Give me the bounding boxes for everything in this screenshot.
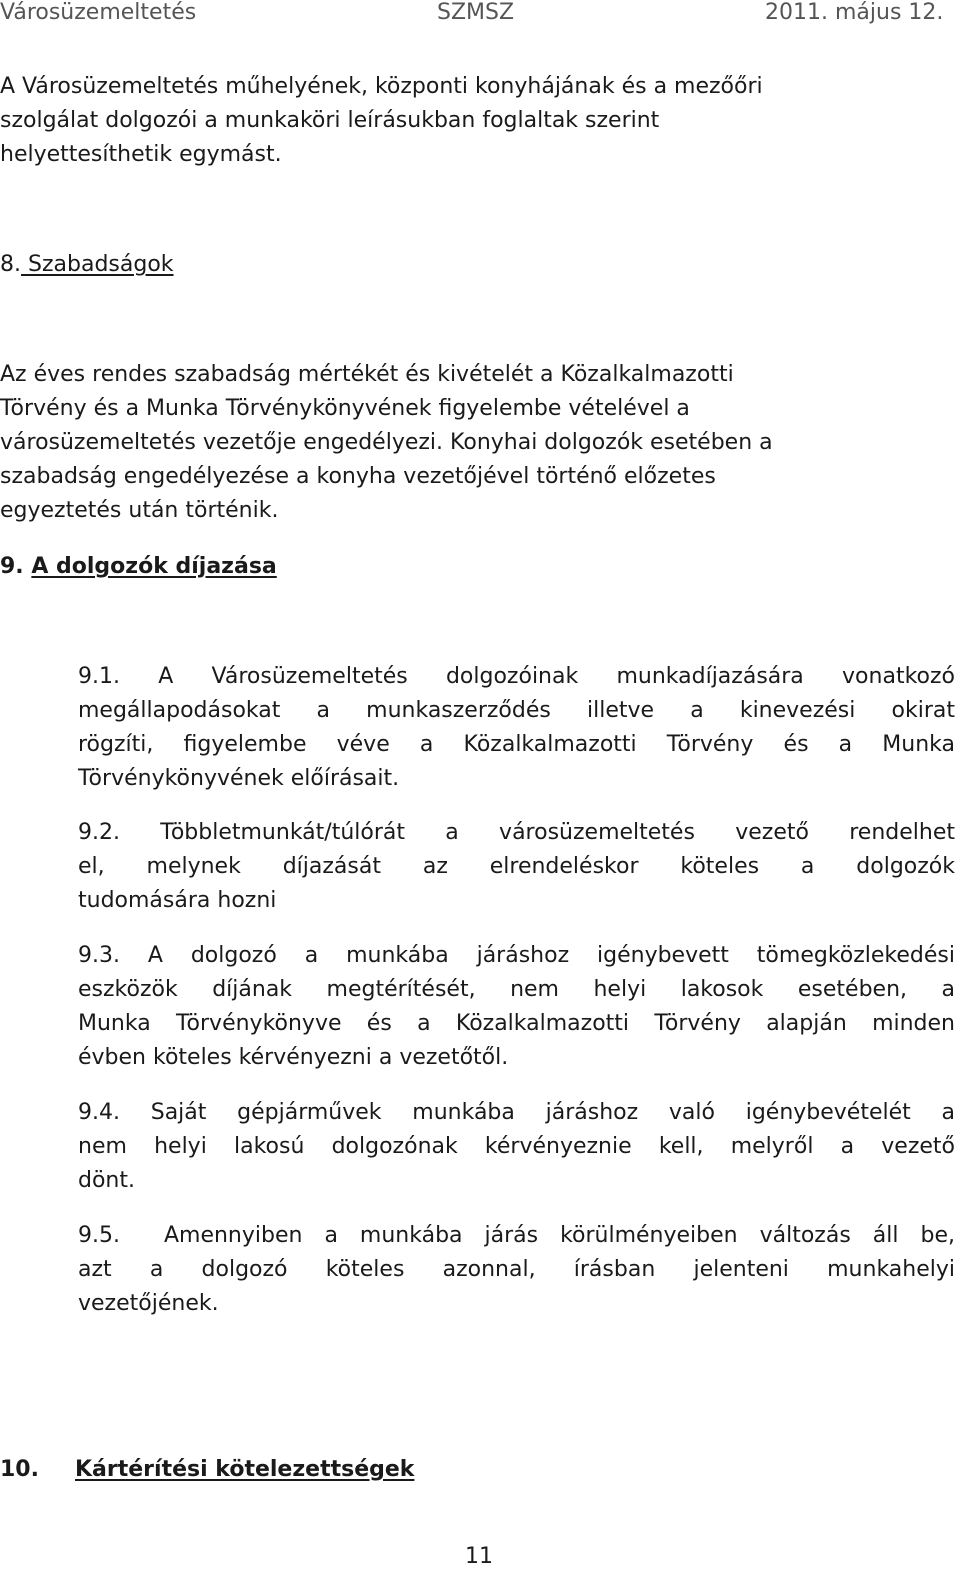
- header-right: 2011. május 12.: [765, 0, 944, 25]
- intro-line: A Városüzemeltetés műhelyének, központi konyhájának és a mezőőri: [0, 74, 763, 99]
- item-9-5-number: 9.5.: [78, 1223, 120, 1248]
- section-9-heading: [0, 550, 277, 584]
- page-number: 11: [465, 1544, 493, 1569]
- section-10-title: Kártérítési kötelezettségek: [75, 1457, 415, 1482]
- section-8-line: egyeztetés után történik.: [0, 498, 279, 523]
- item-9-1: [78, 660, 955, 796]
- item-9-1-line: Törvénykönyvének előírásait.: [78, 766, 400, 791]
- item-9-1-line: A Városüzemeltetés dolgozóinak munkadíjazására vonatkozó: [158, 664, 955, 689]
- section-8-line: Az éves rendes szabadság mértékét és kivételét a Közalkalmazotti: [0, 362, 734, 387]
- section-10-number: 10.: [0, 1457, 39, 1482]
- item-9-1-line: megállapodásokat a munkaszerződés illetve a kinevezési okirat: [78, 698, 955, 723]
- item-9-4-line: Saját gépjárművek munkába járáshoz való igénybevételét a: [150, 1100, 955, 1125]
- item-9-2-line: tudomására hozni: [78, 888, 277, 913]
- intro-line: szolgálat dolgozói a munkaköri leírásukban foglaltak szerint: [0, 108, 660, 133]
- item-9-2: [78, 816, 955, 918]
- section-9-title: A dolgozók díjazása: [31, 554, 277, 579]
- section-8-number: 8.: [0, 252, 21, 277]
- header-center: SZMSZ: [437, 0, 515, 25]
- item-9-5-line: vezetőjének.: [78, 1291, 219, 1316]
- item-9-3-number: 9.3.: [78, 943, 120, 968]
- section-8-title: Szabadságok: [28, 252, 174, 277]
- item-9-3-line: évben köteles kérvényezni a vezetőtől.: [78, 1045, 509, 1070]
- section-8-line: városüzemeltetés vezetője engedélyezi. Konyhai dolgozók esetében a: [0, 430, 773, 455]
- section-9-number: 9.: [0, 554, 24, 579]
- item-9-2-number: 9.2.: [78, 820, 120, 845]
- item-9-4-line: nem helyi lakosú dolgozónak kérvényeznie kell, melyről a vezető: [78, 1134, 955, 1159]
- item-9-5: [78, 1219, 955, 1321]
- section-8-heading: [0, 248, 174, 282]
- intro-line: helyettesíthetik egymást.: [0, 142, 282, 167]
- item-9-2-line: el, melynek díjazását az elrendeléskor köteles a dolgozók: [78, 854, 955, 879]
- item-9-5-line: azt a dolgozó köteles azonnal, írásban jelenteni munkahelyi: [78, 1257, 955, 1282]
- item-9-4-line: dönt.: [78, 1168, 135, 1193]
- item-9-3-line: Munka Törvénykönyve és a Közalkalmazotti Törvény alapján minden: [78, 1011, 955, 1036]
- item-9-3: [78, 939, 955, 1075]
- item-9-4-number: 9.4.: [78, 1100, 120, 1125]
- item-9-1-number: 9.1.: [78, 664, 120, 689]
- section-8-line: szabadság engedélyezése a konyha vezetőjével történő előzetes: [0, 464, 716, 489]
- item-9-4: [78, 1096, 955, 1198]
- item-9-3-line: A dolgozó a munkába járáshoz igénybevett tömegközlekedési: [147, 943, 955, 968]
- header-left: Városüzemeltetés: [0, 0, 197, 25]
- item-9-3-line: eszközök díjának megtérítését, nem helyi lakosok esetében, a: [78, 977, 955, 1002]
- item-9-2-line: Többletmunkát/túlórát a városüzemeltetés vezető rendelhet: [160, 820, 955, 845]
- item-9-1-line: rögzíti, figyelembe véve a Közalkalmazotti Törvény és a Munka: [78, 732, 955, 757]
- section-8-line: Törvény és a Munka Törvénykönyvének figyelembe vételével a: [0, 396, 690, 421]
- item-9-5-line: Amennyiben a munkába járás körülményeiben változás áll be,: [163, 1223, 955, 1248]
